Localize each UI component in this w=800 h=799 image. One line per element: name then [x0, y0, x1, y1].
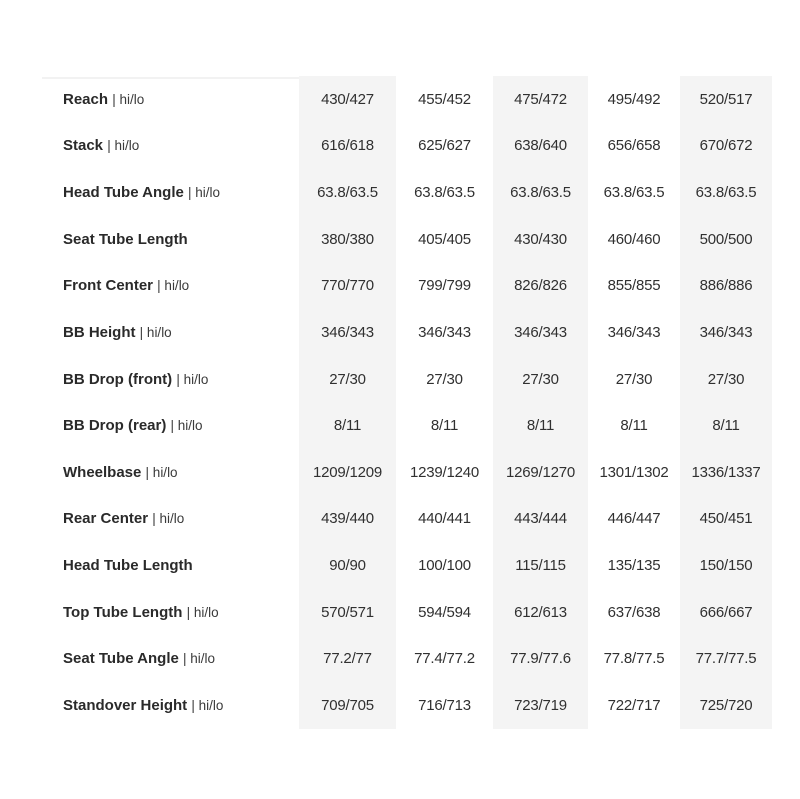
value-cell: 63.8/63.5	[588, 169, 680, 216]
value-cell: 115/115	[493, 542, 588, 589]
row-label: BB Height	[63, 323, 136, 341]
table-row	[42, 263, 772, 310]
row-label: Seat Tube Length	[63, 230, 188, 248]
value-cell: 500/500	[680, 216, 772, 263]
table-row	[42, 402, 772, 449]
table-row	[42, 309, 772, 356]
value-cell: 63.8/63.5	[493, 169, 588, 216]
value-cell: 135/135	[588, 542, 680, 589]
value-cell: 8/11	[493, 402, 588, 449]
value-cell: 8/11	[680, 402, 772, 449]
value-cell: 77.8/77.5	[588, 636, 680, 683]
value-cell: 77.9/77.6	[493, 636, 588, 683]
value-cell: 63.8/63.5	[396, 169, 493, 216]
value-cell: 495/492	[588, 76, 680, 123]
value-cell: 670/672	[680, 123, 772, 170]
row-label-cell	[42, 76, 299, 123]
row-label-cell	[42, 263, 299, 310]
value-cell: 27/30	[396, 356, 493, 403]
value-cell: 1301/1302	[588, 449, 680, 496]
row-label-suffix: | hi/lo	[145, 464, 178, 480]
table-row	[42, 449, 772, 496]
row-label: Head Tube Length	[63, 557, 193, 575]
row-label-suffix: | hi/lo	[188, 185, 221, 201]
value-cell: 346/343	[588, 309, 680, 356]
value-cell: 63.8/63.5	[299, 169, 396, 216]
row-label-suffix: | hi/lo	[183, 651, 216, 667]
value-cell: 520/517	[680, 76, 772, 123]
value-cell: 725/720	[680, 682, 772, 729]
table-row	[42, 682, 772, 729]
value-cell: 1209/1209	[299, 449, 396, 496]
value-cell: 594/594	[396, 589, 493, 636]
value-cell: 63.8/63.5	[680, 169, 772, 216]
table-row	[42, 542, 772, 589]
table-row	[42, 356, 772, 403]
value-cell: 27/30	[299, 356, 396, 403]
value-cell: 150/150	[680, 542, 772, 589]
value-cell: 1269/1270	[493, 449, 588, 496]
table-row	[42, 636, 772, 683]
value-cell: 886/886	[680, 263, 772, 310]
value-cell: 443/444	[493, 496, 588, 543]
value-cell: 430/427	[299, 76, 396, 123]
table-row	[42, 123, 772, 170]
value-cell: 1336/1337	[680, 449, 772, 496]
row-label-cell	[42, 542, 299, 589]
row-label-suffix: | hi/lo	[152, 511, 185, 527]
value-cell: 8/11	[299, 402, 396, 449]
table-row	[42, 169, 772, 216]
value-cell: 27/30	[588, 356, 680, 403]
value-cell: 77.4/77.2	[396, 636, 493, 683]
value-cell: 77.7/77.5	[680, 636, 772, 683]
table-row	[42, 496, 772, 543]
row-label-cell	[42, 636, 299, 683]
row-label-cell	[42, 123, 299, 170]
value-cell: 446/447	[588, 496, 680, 543]
value-cell: 716/713	[396, 682, 493, 729]
value-cell: 612/613	[493, 589, 588, 636]
row-label-suffix: | hi/lo	[107, 138, 140, 154]
row-label-cell	[42, 216, 299, 263]
value-cell: 570/571	[299, 589, 396, 636]
row-label: Seat Tube Angle	[63, 650, 179, 668]
value-cell: 826/826	[493, 263, 588, 310]
value-cell: 346/343	[299, 309, 396, 356]
row-label-cell	[42, 356, 299, 403]
row-label-suffix: | hi/lo	[139, 324, 172, 340]
value-cell: 346/343	[493, 309, 588, 356]
value-cell: 439/440	[299, 496, 396, 543]
value-cell: 475/472	[493, 76, 588, 123]
value-cell: 656/658	[588, 123, 680, 170]
row-label-cell	[42, 449, 299, 496]
row-label: Wheelbase	[63, 463, 142, 481]
value-cell: 77.2/77	[299, 636, 396, 683]
value-cell: 455/452	[396, 76, 493, 123]
value-cell: 722/717	[588, 682, 680, 729]
table-row	[42, 76, 772, 123]
row-label-suffix: | hi/lo	[170, 418, 203, 434]
value-cell: 637/638	[588, 589, 680, 636]
value-cell: 450/451	[680, 496, 772, 543]
value-cell: 27/30	[680, 356, 772, 403]
row-label: BB Drop (rear)	[63, 417, 167, 435]
value-cell: 625/627	[396, 123, 493, 170]
row-label-cell	[42, 589, 299, 636]
value-cell: 27/30	[493, 356, 588, 403]
row-label: BB Drop (front)	[63, 370, 173, 388]
row-label-suffix: | hi/lo	[157, 278, 190, 294]
value-cell: 855/855	[588, 263, 680, 310]
row-label: Standover Height	[63, 696, 188, 714]
row-label-suffix: | hi/lo	[191, 697, 224, 713]
value-cell: 100/100	[396, 542, 493, 589]
value-cell: 638/640	[493, 123, 588, 170]
table-row	[42, 216, 772, 263]
row-label-cell	[42, 402, 299, 449]
row-label: Reach	[63, 90, 109, 108]
value-cell: 666/667	[680, 589, 772, 636]
table-row	[42, 589, 772, 636]
row-label-cell	[42, 309, 299, 356]
value-cell: 90/90	[299, 542, 396, 589]
row-label: Rear Center	[63, 510, 149, 528]
geometry-table	[42, 76, 772, 729]
value-cell: 460/460	[588, 216, 680, 263]
geometry-table-body	[42, 76, 772, 729]
value-cell: 346/343	[680, 309, 772, 356]
row-label-suffix: | hi/lo	[186, 604, 219, 620]
row-label-suffix: | hi/lo	[112, 91, 145, 107]
row-label-suffix: | hi/lo	[176, 371, 209, 387]
value-cell: 430/430	[493, 216, 588, 263]
value-cell: 1239/1240	[396, 449, 493, 496]
row-label-cell	[42, 682, 299, 729]
value-cell: 8/11	[588, 402, 680, 449]
value-cell: 616/618	[299, 123, 396, 170]
row-label: Stack	[63, 137, 104, 155]
row-label: Front Center	[63, 277, 153, 295]
value-cell: 770/770	[299, 263, 396, 310]
value-cell: 8/11	[396, 402, 493, 449]
row-label-cell	[42, 496, 299, 543]
value-cell: 723/719	[493, 682, 588, 729]
value-cell: 440/441	[396, 496, 493, 543]
row-label-cell	[42, 169, 299, 216]
value-cell: 799/799	[396, 263, 493, 310]
value-cell: 405/405	[396, 216, 493, 263]
value-cell: 346/343	[396, 309, 493, 356]
row-label: Top Tube Length	[63, 603, 183, 621]
row-label: Head Tube Angle	[63, 184, 184, 202]
value-cell: 709/705	[299, 682, 396, 729]
value-cell: 380/380	[299, 216, 396, 263]
